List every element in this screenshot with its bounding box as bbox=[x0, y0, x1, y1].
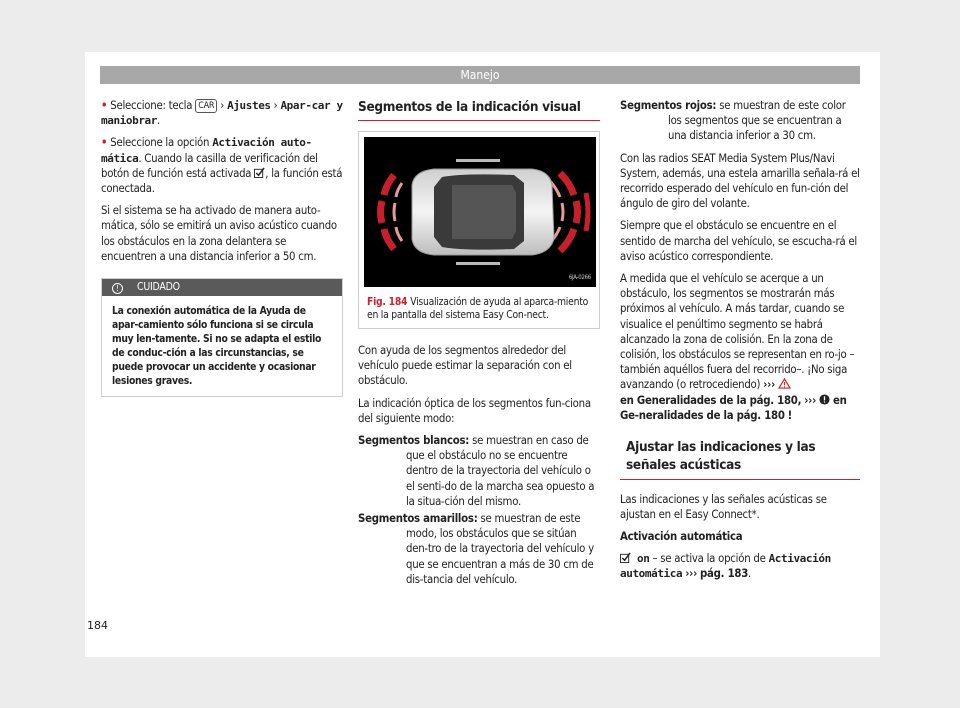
running-header: Manejo bbox=[100, 66, 860, 84]
menu-activacion: Activación auto-mática bbox=[101, 136, 312, 165]
option-end: . bbox=[748, 566, 752, 580]
reference-2[interactable]: en Ge-neralidades de la pág. 180 bbox=[620, 393, 847, 422]
paragraph-auto: Si el sistema se ha activado de manera auto-mática, sólo se emitirá un aviso acústico cuando los obstáculos en la zona delantera se encuentren a una distancia inferior a 50 cm. bbox=[101, 204, 337, 263]
caution-text: La conexión automática de la Ayuda de apar-camiento sólo funciona si se circula muy len-tamente. Si no se adapta el estilo de conduc-ción a las circunstancias, se puede provocar un accidente y ocasionar lesiones graves. bbox=[112, 305, 322, 388]
car-top-view-illustration bbox=[364, 137, 596, 287]
caution-icon: ! bbox=[112, 283, 123, 294]
def-white: se muestran en caso de que el obstáculo no se encuentre dentro de la trayectoria del vehículo o el senti-do de la marcha sea opuesto a la situa-ción del mismo. bbox=[406, 434, 595, 508]
option-on-text: – se activa la opción de bbox=[652, 551, 766, 565]
caution-header bbox=[102, 279, 342, 296]
column-left bbox=[101, 98, 343, 397]
paragraph-segments-2: La indicación óptica de los segmentos fun-ciona del siguiente modo: bbox=[358, 396, 591, 425]
step-end: , la función está conectada. bbox=[101, 166, 343, 196]
column-right bbox=[620, 98, 860, 588]
paragraph-segments-1: Con ayuda de los segmentos alrededor del vehículo puede estimar la separación con el obstáculo. bbox=[358, 344, 572, 388]
separator: › bbox=[273, 99, 278, 112]
def-red: se muestran de este color los segmentos que se encuentran a una distancia inferior a 30 cm. bbox=[668, 99, 846, 143]
menu-activacion-automatica: Activación automática bbox=[620, 551, 831, 580]
step-end: . bbox=[157, 114, 160, 128]
figure-184 bbox=[358, 131, 600, 329]
def-red-segments bbox=[620, 98, 860, 144]
option-on bbox=[620, 551, 860, 581]
def-yellow: se muestran de este modo, los obstáculos que se sitúan den-tro de la trayectoria del vehículo y que se encuentran a más de 30 cm de dis-tancia del vehículo. bbox=[406, 512, 594, 586]
bullet-step-2 bbox=[101, 135, 343, 196]
reference-1[interactable]: en Generalidades de la pág. 180, bbox=[620, 393, 802, 407]
section-title-segments: Segmentos de la indicación visual bbox=[358, 98, 600, 121]
bullet-step-1 bbox=[101, 98, 343, 128]
step-text: Seleccione: tecla bbox=[110, 99, 193, 112]
car-key: CAR bbox=[195, 99, 217, 113]
caution-box bbox=[101, 278, 343, 397]
checkbox-checked-icon bbox=[254, 167, 265, 178]
step-text: Seleccione la opción bbox=[110, 136, 210, 150]
arrow-icon: ››› bbox=[804, 393, 817, 407]
subheading-auto-activation: Activación automática bbox=[620, 530, 743, 544]
figure-caption-text: Visualización de ayuda al aparca-miento en la pantalla del sistema Easy Con-nect. bbox=[367, 296, 589, 321]
parking-display-image bbox=[364, 137, 594, 287]
reference-page-183[interactable]: pág. 183 bbox=[700, 566, 749, 580]
column-middle bbox=[358, 98, 600, 587]
separator: › bbox=[220, 99, 225, 112]
collision-text: A medida que el vehículo se acerque a un obstáculo, los segmentos se mostrarán más próximos al vehículo. A más tardar, cuando se visualice el penúltimo segmento se habrá alcanzado la zona de colisión. En la zona de colisión, los obstáculos se representan en ro-jo –también aquéllos fuera del recorrido–. ¡No siga avanzando (o retrocediendo) bbox=[620, 272, 855, 392]
option-on-label: on bbox=[637, 551, 650, 565]
caution-title: CUIDADO bbox=[137, 281, 180, 294]
paragraph-settings: Las indicaciones y las señales acústicas se ajustan en el Easy Connect*. bbox=[620, 493, 827, 522]
checkbox-checked-icon bbox=[620, 552, 631, 563]
info-circle-icon bbox=[819, 394, 830, 405]
menu-ajustes: Ajustes bbox=[227, 99, 271, 112]
menu-aparcar: Apar-car y maniobrar bbox=[101, 99, 343, 128]
term-yellow: Segmentos amarillos: bbox=[358, 512, 478, 526]
def-white-segments bbox=[358, 433, 600, 509]
step-text: . Cuando la casilla de verificación del botón de función está activada bbox=[101, 151, 318, 180]
arrow-icon: ››› bbox=[685, 566, 698, 580]
bullet-icon: • bbox=[101, 136, 108, 150]
warning-triangle-icon bbox=[778, 378, 791, 389]
term-white: Segmentos blancos: bbox=[358, 434, 470, 448]
paragraph-acoustic: Siempre que el obstáculo se encuentre en el sentido de marcha del vehículo, se escucha-rá el aviso acústico correspondiente. bbox=[620, 219, 857, 263]
figure-label: Fig. 184 bbox=[367, 296, 408, 308]
bullet-icon: • bbox=[101, 99, 108, 112]
paragraph-collision bbox=[620, 271, 860, 423]
figure-code: 6JA-0266 bbox=[568, 273, 591, 281]
term-red: Segmentos rojos: bbox=[620, 99, 717, 112]
section-title-settings: Ajustar las indicaciones y las señales acústicas bbox=[620, 435, 860, 480]
arrow-icon: ››› bbox=[763, 378, 776, 392]
reference-end: ! bbox=[787, 408, 793, 422]
page-number: 184 bbox=[87, 619, 108, 632]
paragraph-trail: Con las radios SEAT Media System Plus/Navi System, además, una estela amarilla señala-rá el recorrido esperado del vehículo en fun-ción del ángulo de giro del volante. bbox=[620, 151, 860, 211]
figure-caption bbox=[359, 292, 599, 328]
def-yellow-segments bbox=[358, 511, 600, 587]
